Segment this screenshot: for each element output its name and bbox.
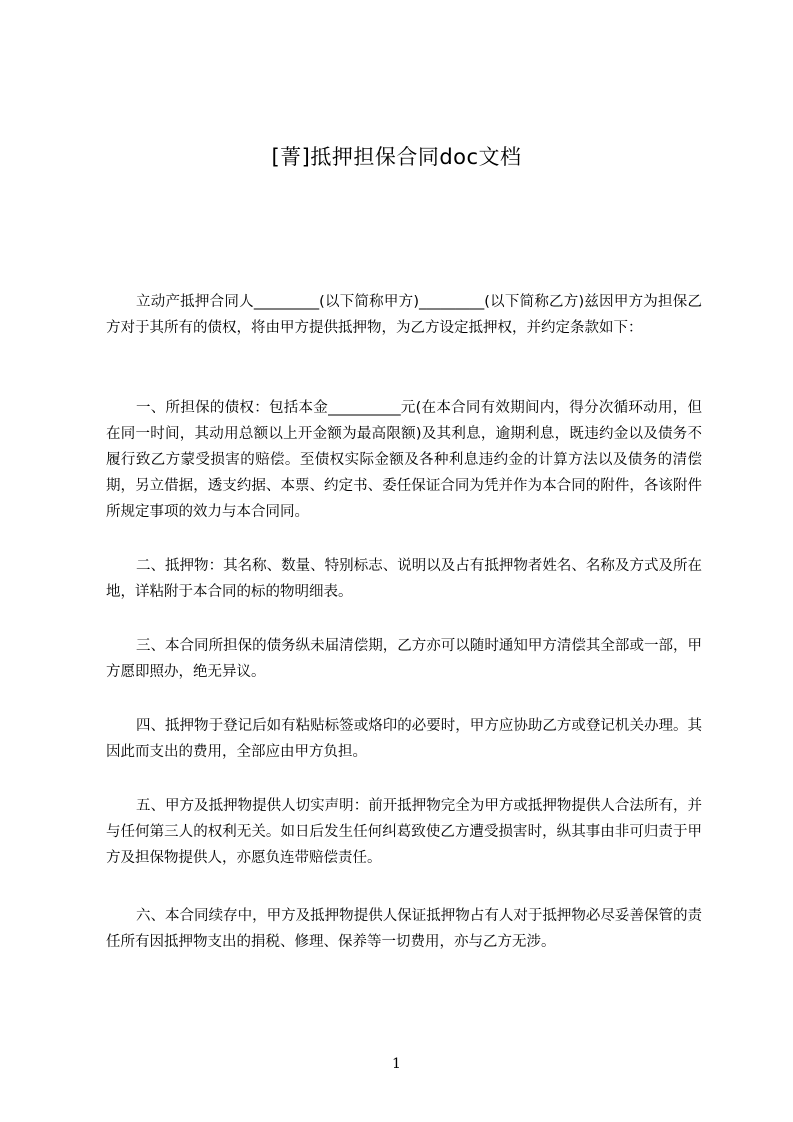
clause-5-declaration: 五、甲方及抵押物提供人切实声明：前开抵押物完全为甲方或抵押物提供人合法所有，并与任何第三人的权利无关。如日后发生任何纠葛致使乙方遭受损害时，纵其事由非可归责于甲方及担保物提供人，亦愿负连带赔偿责任。	[106, 798, 702, 866]
clause-4-registration: 四、抵押物于登记后如有粘贴标签或烙印的必要时，甲方应协助乙方或登记机关办理。其因此而支出的费用，全部应由甲方负担。	[106, 718, 702, 760]
clause-2-collateral: 二、抵押物：其名称、数量、特别标志、说明以及占有抵押物者姓名、名称及方式及所在地，详粘附于本合同的标的物明细表。	[106, 558, 702, 600]
page-number: 1	[392, 1056, 401, 1072]
clause-1-secured-debt: 一、所担保的债权：包括本金__________元(在本合同有效期间内，得分次循环动用，但在同一时间，其动用总额以上开金额为最高限额)及其利息，逾期利息，既违约金以及债务不履行致乙方蒙受损害的赔偿。至债权实际金额及各种利息违约金的计算方法以及债务的清偿期，另立借据，透支约据、本票、约定书、委任保证合同为凭并作为本合同的附件，各该附件所规定事项的效力与本合同同。	[106, 400, 702, 520]
contract-preamble: 立动产抵押合同人_________(以下简称甲方)_________(以下简称乙方)兹因甲方为担保乙方对于其所有的债权，将由甲方提供抵押物，为乙方设定抵押权，并约定条款如下：	[106, 294, 702, 336]
clause-3-early-repayment: 三、本合同所担保的债务纵未届清偿期，乙方亦可以随时通知甲方清偿其全部或一部，甲方愿即照办，绝无异议。	[106, 638, 702, 680]
clause-6-custody: 六、本合同续存中，甲方及抵押物提供人保证抵押物占有人对于抵押物必尽妥善保管的责任所有因抵押物支出的捐税、修理、保养等一切费用，亦与乙方无涉。	[106, 908, 702, 950]
document-title: [菁]抵押担保合同doc文档	[271, 145, 522, 169]
